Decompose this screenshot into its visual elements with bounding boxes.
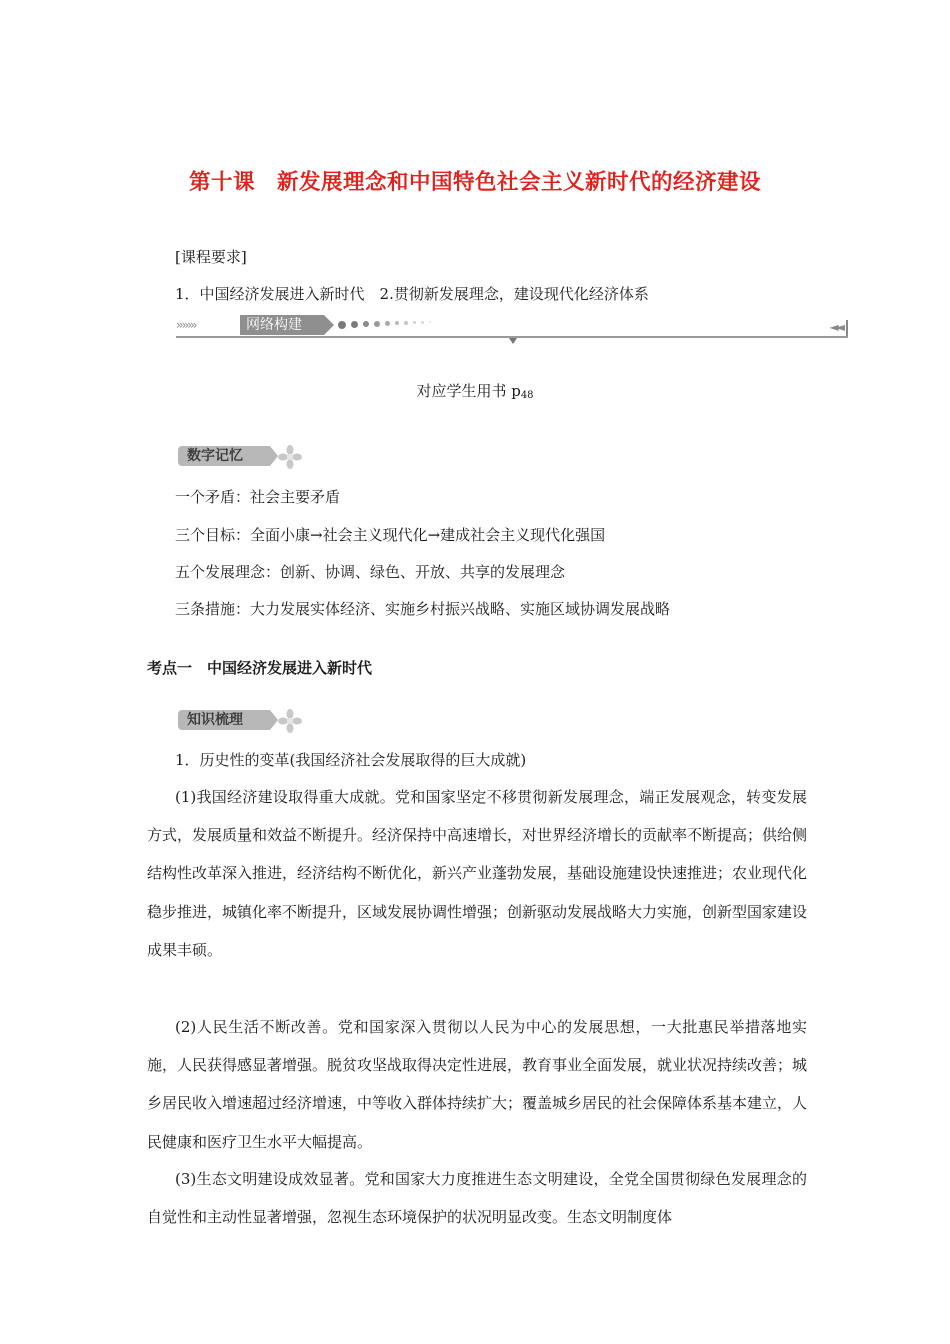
banner-end-bar bbox=[846, 320, 848, 336]
reference-prefix: 对应学生用书 p bbox=[416, 382, 521, 400]
paragraph: (2)人民生活不断改善。党和国家深入贯彻以人民为中心的发展思想，一大批惠民举措落地实施，人民获得感显著增强。脱贫攻坚战取得决定性进展，教育事业全面发展，就业状况持续改善；城乡居民收入增速超过经济增速，中等收入群体持续扩大；覆盖城乡居民的社会保障体系基本建立，人民健康和医疗卫生水平大幅提高。 bbox=[147, 1018, 808, 1151]
exam-point-title: 考点一 中国经济发展进入新时代 bbox=[147, 659, 373, 677]
banner-label: 网络构建 bbox=[240, 315, 324, 335]
course-requirements-line: 1．中国经济发展进入新时代 2.贯彻新发展理念，建设现代化经济体系 bbox=[175, 285, 649, 303]
memory-line: 三个目标：全面小康→社会主义现代化→建成社会主义现代化强国 bbox=[175, 526, 606, 544]
item-heading: 1．历史性的变革(我国经济社会发展取得的巨大成就) bbox=[175, 751, 527, 769]
triangle-down-icon bbox=[509, 338, 517, 344]
memory-line: 一个矛盾：社会主要矛盾 bbox=[175, 488, 341, 506]
reference-line bbox=[0, 380, 950, 401]
page-title: 第十课 新发展理念和中国特色社会主义新时代的经济建设 bbox=[188, 170, 761, 195]
paragraph: (3)生态文明建设成效显著。党和国家大力度推进生态文明建设，全党全国贯彻绿色发展理念的自觉性和主动性显著增强，忽视生态环境保护的状况明显改变。生态文明制度体 bbox=[147, 1170, 807, 1227]
course-requirements-heading: [课程要求] bbox=[175, 248, 247, 266]
reference-page: 48 bbox=[520, 390, 534, 401]
number-memory-label: 数字记忆 bbox=[178, 446, 270, 466]
double-arrow-left-icon: ◄◄ bbox=[829, 320, 842, 334]
memory-line: 三条措施：大力发展实体经济、实施乡村振兴战略、实施区域协调发展战略 bbox=[175, 600, 671, 618]
paragraph: (1)我国经济建设取得重大成就。党和国家坚定不移贯彻新发展理念，端正发展观念，转变发展方式，发展质量和效益不断提升。经济保持中高速增长，对世界经济增长的贡献率不断提高；供给侧结构性改革深入推进，经济结构不断优化，新兴产业蓬勃发展，基础设施建设快速推进；农业现代化稳步推进，城镇化率不断提升，区域发展协调性增强；创新驱动发展战略大力实施，创新型国家建设成果丰硕。 bbox=[147, 788, 808, 959]
double-chevron-right-icon: ››››››› bbox=[176, 318, 196, 332]
memory-line: 五个发展理念：创新、协调、绿色、开放、共享的发展理念 bbox=[175, 563, 566, 581]
flower-icon bbox=[278, 709, 302, 733]
flower-icon bbox=[278, 445, 302, 469]
network-banner bbox=[176, 314, 848, 344]
knowledge-label: 知识梳理 bbox=[178, 710, 270, 730]
